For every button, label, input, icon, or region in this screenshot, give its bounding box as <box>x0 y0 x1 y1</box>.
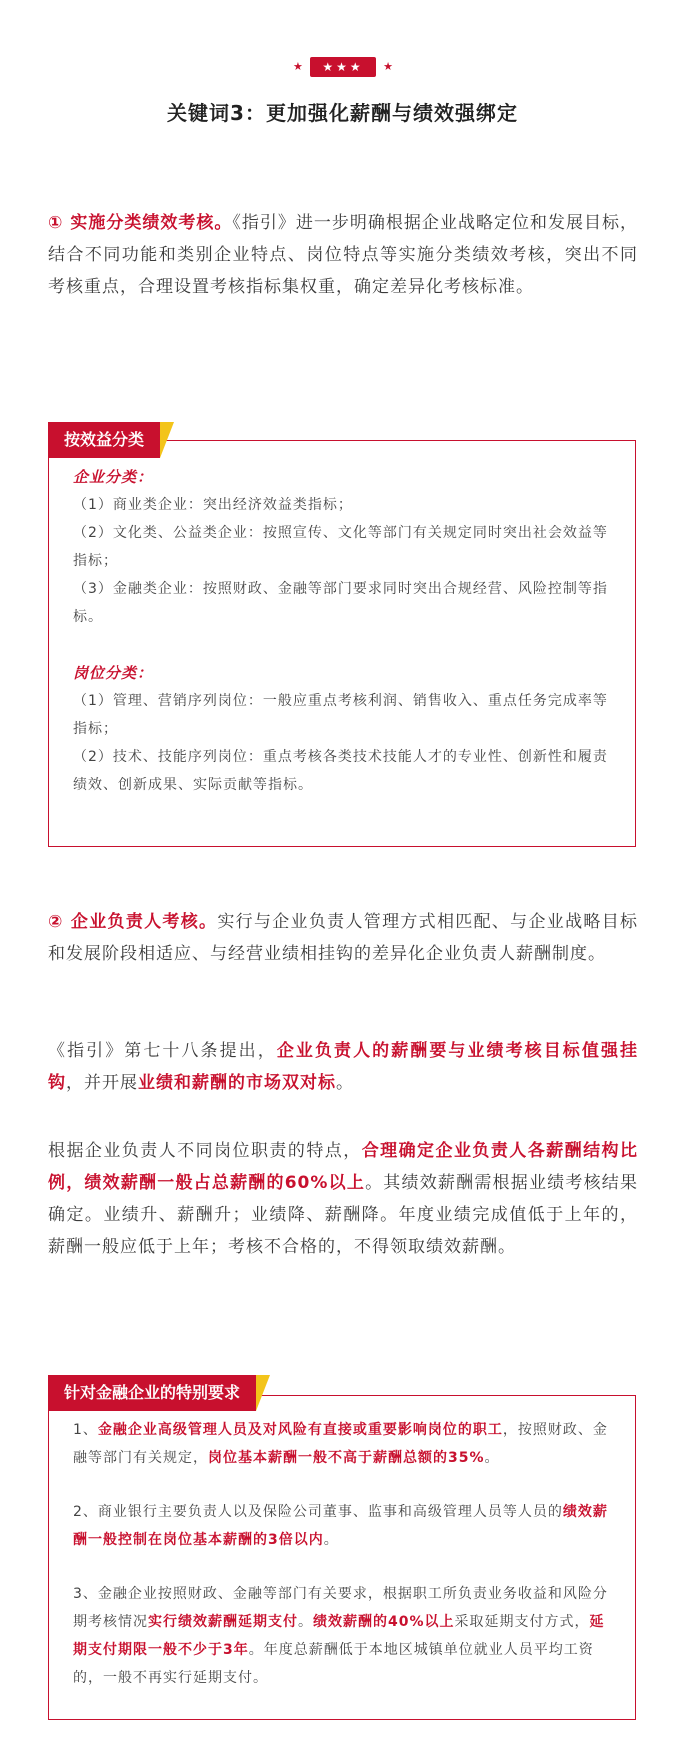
star-banner <box>293 57 393 77</box>
page-title: 关键词3：更加强化薪酬与绩效强绑定 <box>167 101 518 125</box>
highlight-text: 金融企业高级管理人员及对风险有直接或重要影响岗位的职工 <box>97 1422 503 1438</box>
list-item: 2、商业银行主要负责人以及保险公司董事、监事和高级管理人员等人员的绩效薪酬一般控制在岗位基本薪酬的3倍以内。 <box>73 1504 608 1548</box>
list-item: 3、金融企业按照财政、金融等部门有关要求，根据职工所负责业务收益和风险分期考核情况实行绩效薪酬延期支付。绩效薪酬的40%以上采取延期支付方式，延期支付期限一般不少于3年。年度总薪酬低于本地区城镇单位就业人员平均工资的，一般不再实行延期支付。 <box>73 1586 608 1686</box>
article-78-paragraph: 《指引》第七十八条提出，企业负责人的薪酬要与业绩考核目标值强挂钩，并开展业绩和薪酬的市场双对标。 <box>48 1041 639 1093</box>
section-2-paragraph <box>48 906 638 970</box>
enterprise-classification-heading: 企业分类： <box>73 468 154 486</box>
list-item: （1）商业类企业：突出经济效益类指标； <box>73 497 353 513</box>
efficiency-classification-box <box>48 440 636 847</box>
tag-accent <box>256 1375 270 1411</box>
highlight-text: 延期支付期限一般不少于3年 <box>73 1614 605 1658</box>
list-item: （1）管理、营销序列岗位：一般应重点考核利润、销售收入、重点任务完成率等指标； <box>73 693 608 737</box>
section-1-paragraph <box>48 207 638 303</box>
star-icon: ★ <box>383 60 393 73</box>
highlight-text: 岗位基本薪酬一般不高于薪酬总额的35% <box>208 1450 485 1466</box>
highlight-text: 绩效薪酬一般控制在岗位基本薪酬的3倍以内 <box>73 1504 608 1548</box>
list-item: （3）金融类企业：按照财政、金融等部门要求同时突出合规经营、风险控制等指标。 <box>73 581 608 625</box>
section-2-lead: ② 企业负责人考核。 <box>48 912 218 932</box>
position-classification-heading: 岗位分类： <box>73 664 154 682</box>
star-icon: ★ <box>293 60 303 73</box>
tag-label: 针对金融企业的特别要求 <box>48 1375 256 1411</box>
financial-enterprise-box <box>48 1395 636 1720</box>
star-ribbon: ★★★ <box>310 57 376 77</box>
highlight-text: 企业负责人的薪酬要与业绩考核目标值强挂钩 <box>48 1041 639 1093</box>
highlight-text: 业绩和薪酬的市场双对标 <box>138 1073 336 1093</box>
tag-accent <box>160 422 174 458</box>
section-2-text: 实行与企业负责人管理方式相匹配、与企业战略目标和发展阶段相适应、与经营业绩相挂钩的差异化企业负责人薪酬制度。 <box>48 912 639 964</box>
highlight-text: 绩效薪酬的40%以上 <box>313 1614 455 1630</box>
section-1-lead: ① 实施分类绩效考核。 <box>48 213 233 233</box>
list-item: 1、金融企业高级管理人员及对风险有直接或重要影响岗位的职工，按照财政、金融等部门有关规定，岗位基本薪酬一般不高于薪酬总额的35%。 <box>73 1422 608 1466</box>
salary-structure-paragraph: 根据企业负责人不同岗位职责的特点，合理确定企业负责人各薪酬结构比例，绩效薪酬一般占总薪酬的60%以上。其绩效薪酬需根据业绩考核结果确定。业绩升、薪酬升；业绩降、薪酬降。年度业绩完成值低于上年的，薪酬一般应低于上年；考核不合格的，不得领取绩效薪酬。 <box>48 1141 639 1257</box>
highlight-text: 合理确定企业负责人各薪酬结构比例，绩效薪酬一般占总薪酬的60%以上 <box>48 1141 639 1193</box>
list-item: （2）技术、技能序列岗位：重点考核各类技术技能人才的专业性、创新性和履责绩效、创新成果、实际贡献等指标。 <box>73 749 608 793</box>
highlight-text: 实行绩效薪酬延期支付 <box>148 1614 298 1630</box>
tag-label: 按效益分类 <box>48 422 160 458</box>
list-item: （2）文化类、公益类企业：按照宣传、文化等部门有关规定同时突出社会效益等指标； <box>73 525 608 569</box>
section-1-text: 《指引》进一步明确根据企业战略定位和发展目标，结合不同功能和类别企业特点、岗位特点等实施分类绩效考核，突出不同考核重点，合理设置考核指标集权重，确定差异化考核标准。 <box>48 213 638 297</box>
